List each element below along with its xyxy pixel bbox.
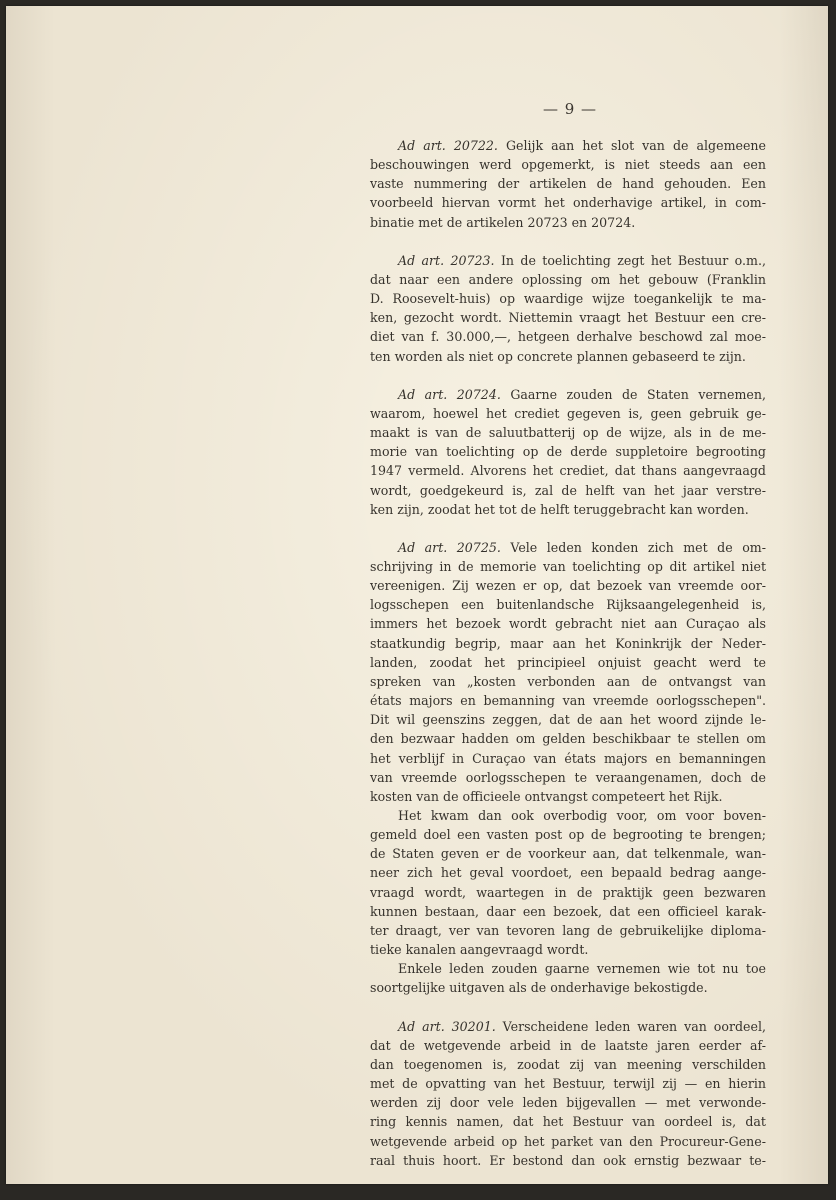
text-line: vaste nummering der artikelen de hand gehouden. Een (370, 176, 766, 192)
text-line: dat de wetgevende arbeid in de laatste jaren eerder af- (370, 1037, 766, 1053)
article-reference: Ad art. 20724. (398, 386, 501, 402)
text-line: werden zij door vele leden bijgevallen — met verwonde- (370, 1095, 766, 1111)
text-line: binatie met de artikelen 20723 en 20724. (370, 214, 636, 230)
article-reference: Ad art. 20725. (398, 539, 501, 555)
page-number: — 9 — (542, 100, 598, 118)
text-line: met de opvatting van het Bestuur, terwijl zij — en hierin (370, 1076, 766, 1092)
text-line: raal thuis hoort. Er bestond dan ook ernstig bezwaar te- (370, 1152, 766, 1168)
text-line: vereenigen. Zij wezen er op, dat bezoek van vreemde oor- (370, 578, 766, 594)
section-art-20725 (370, 538, 766, 806)
article-reference: Ad art. 30201. (398, 1018, 496, 1034)
text-line: vraagd wordt, waartegen in de praktijk geen bezwaren (370, 884, 766, 900)
text-line: het verblijf in Curaçao van états majors en bemanningen (370, 750, 766, 766)
section-art-20725-note (370, 959, 766, 997)
text-line: Dit wil geenszins zeggen, dat de aan het woord zijnde le- (370, 712, 766, 728)
text-line: kosten van de officieele ontvangst competeert het Rijk. (370, 788, 723, 804)
article-reference: Ad art. 20722. (398, 138, 498, 153)
section-art-30201 (370, 1017, 766, 1170)
text-line: tieke kanalen aangevraagd wordt. (370, 942, 589, 958)
text-line: van vreemde oorlogsschepen te veraangenamen, doch de (370, 769, 766, 785)
text-line: beschouwingen werd opgemerkt, is niet steeds aan een (370, 157, 766, 173)
paragraph-gap (370, 519, 766, 538)
text-line: soortgelijke uitgaven als de onderhavige bekostigde. (370, 980, 708, 996)
text-line: morie van toelichting op de derde suppletoire begrooting (370, 444, 766, 460)
text-line: staatkundig begrip, maar aan het Koninkrijk der Neder- (370, 635, 766, 651)
text-line: schrijving in de memorie van toelichting op dit artikel niet (370, 558, 766, 574)
text-line: ken, gezocht wordt. Niettemin vraagt het Bestuur een cre- (370, 310, 766, 326)
article-reference: Ad art. 20723. (398, 252, 495, 268)
paragraph-gap (370, 232, 766, 251)
text-line: Ad art. 30201. Verscheidene leden waren van oordeel, (398, 1018, 766, 1034)
text-line: Ad art. 20724. Gaarne zouden de Staten vernemen, (398, 386, 767, 402)
text-line: dan toegenomen is, zoodat zij van meening verschilden (370, 1056, 766, 1072)
text-line: Het kwam dan ook overbodig voor, om voor boven- (398, 808, 766, 823)
text-line: den bezwaar hadden om gelden beschikbaar te stellen om (370, 731, 766, 747)
text-line: D. Roosevelt-huis) op waardige wijze toegankelijk te ma- (370, 291, 766, 307)
text-line: de Staten geven er de voorkeur aan, dat telkenmale, wan- (370, 846, 766, 862)
text-line: Ad art. 20722. Gelijk aan het slot van de algemeene (398, 138, 766, 153)
text-line: Enkele leden zouden gaarne vernemen wie tot nu toe (398, 961, 766, 977)
text-line: neer zich het geval voordoet, een bepaald bedrag aange- (370, 865, 766, 881)
text-line: ring kennis namen, dat het Bestuur van oordeel is, dat (370, 1114, 766, 1130)
text-line: Ad art. 20723. In de toelichting zegt het Bestuur o.m., (398, 252, 766, 268)
text-line: voorbeeld hiervan vormt het onderhavige artikel, in com- (370, 195, 766, 211)
text-line: waarom, hoewel het crediet gegeven is, geen gebruik ge- (370, 405, 766, 421)
paragraph-gap (370, 366, 766, 385)
paragraph-gap (370, 998, 766, 1017)
text-line: immers het bezoek wordt gebracht niet aan Curaçao als (370, 616, 766, 632)
text-line: 1947 vermeld. Alvorens het crediet, dat thans aangevraagd (370, 463, 766, 479)
text-line: maakt is van de saluutbatterij op de wijze, als in de me- (370, 425, 766, 441)
text-line: états majors en bemanning van vreemde oorlogsschepen". (370, 693, 766, 709)
section-art-20725-continued (370, 806, 766, 959)
text-line: ten worden als niet op concrete plannen gebaseerd te zijn. (370, 348, 746, 364)
text-line: kunnen bestaan, daar een bezoek, dat een officieel karak- (370, 903, 766, 919)
text-line: wordt, goedgekeurd is, zal de helft van het jaar verstre- (370, 482, 766, 498)
text-line: Ad art. 20725. Vele leden konden zich met de om- (398, 539, 766, 555)
text-line: landen, zoodat het principieel onjuist geacht werd te (370, 654, 766, 670)
text-line: dat naar een andere oplossing om het gebouw (Franklin (370, 271, 766, 287)
section-art-20724 (370, 385, 766, 519)
text-line: wetgevende arbeid op het parket van den Procureur-Gene- (370, 1133, 766, 1149)
text-line: logsschepen een buitenlandsche Rijksaangelegenheid is, (370, 597, 766, 613)
section-art-20723 (370, 251, 766, 366)
text-line: ter draagt, ver van tevoren lang de gebruikelijke diploma- (370, 922, 766, 938)
section-art-20722 (370, 136, 766, 232)
document-body (370, 136, 766, 1170)
text-line: ken zijn, zoodat het tot de helft teruggebracht kan worden. (370, 501, 749, 517)
text-line: spreken van „kosten verbonden aan de ontvangst van (370, 673, 766, 689)
text-line: diet van f. 30.000,—, hetgeen derhalve beschowd zal moe- (370, 329, 766, 345)
text-line: gemeld doel een vasten post op de begrooting te brengen; (370, 827, 766, 843)
